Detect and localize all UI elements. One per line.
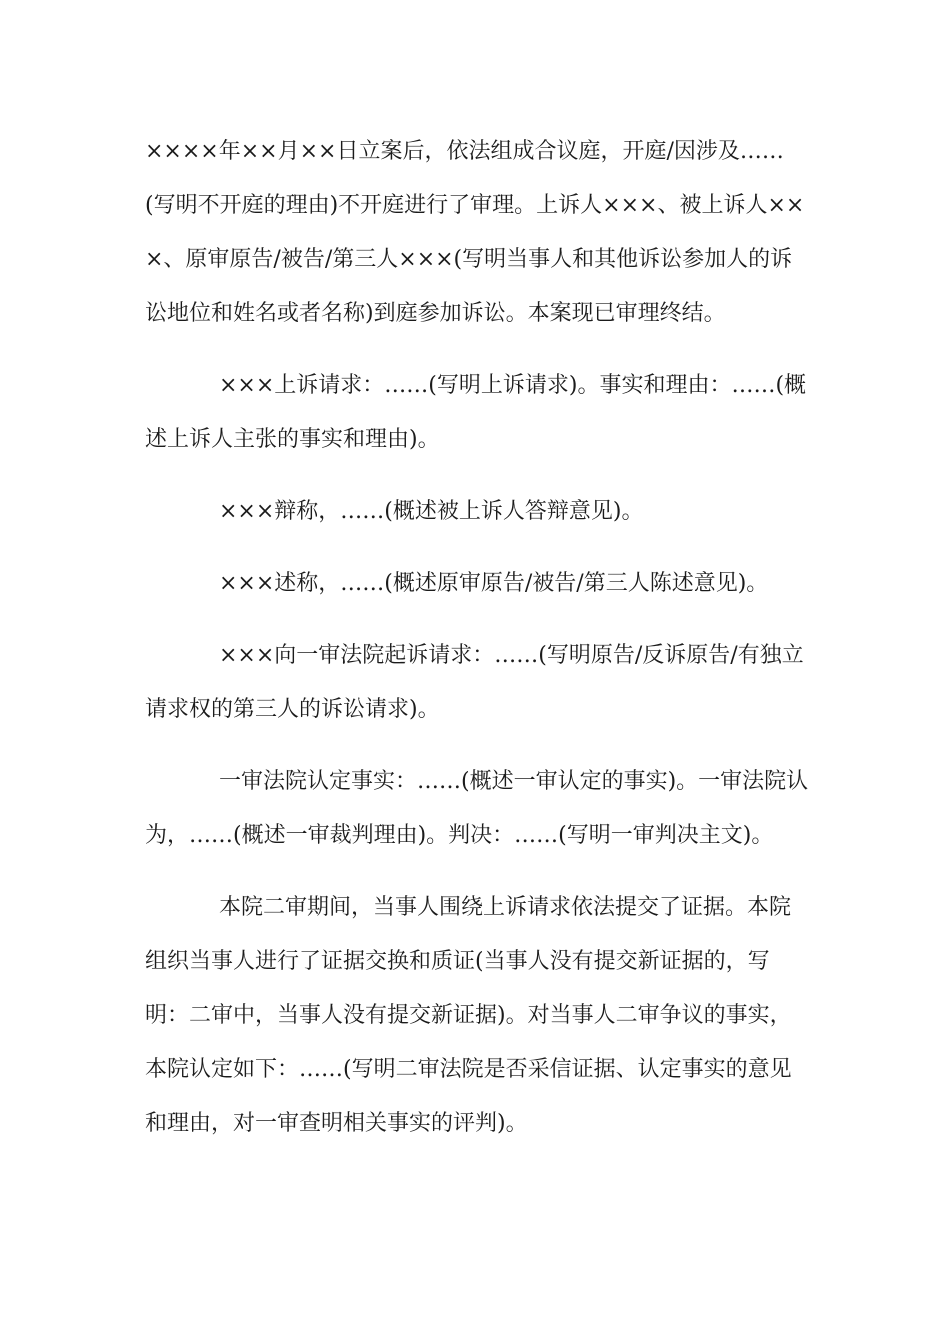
paragraph-original-party-statement: ×××述称，……(概述原审原告/被告/第三人陈述意见)。 bbox=[219, 571, 769, 596]
document-body bbox=[145, 125, 810, 1169]
paragraph-first-instance-findings: 一审法院认定事实：……(概述一审认定的事实)。一审法院认为，……(概述一审裁判理由)。判决：……(写明一审判决主文)。 bbox=[145, 769, 809, 848]
paragraph-first-instance-claims: ×××向一审法院起诉请求：……(写明原告/反诉原告/有独立请求权的第三人的诉讼请求)。 bbox=[145, 643, 804, 722]
paragraph-case-filing: ××××年××月××日立案后，依法组成合议庭，开庭/因涉及……(写明不开庭的理由)不开庭进行了审理。上诉人×××、被上诉人×××、原审原告/被告/第三人×××(写明当事人和其他诉讼参加人的诉讼地位和姓名或者名称)到庭参加诉讼。本案现已审理终结。 bbox=[145, 139, 805, 326]
paragraph-appellee-defense: ×××辩称，……(概述被上诉人答辩意见)。 bbox=[219, 499, 644, 524]
paragraph-second-instance-evidence: 本院二审期间，当事人围绕上诉请求依法提交了证据。本院组织当事人进行了证据交换和质证(当事人没有提交新证据的，写明：二审中，当事人没有提交新证据)。对当事人二审争议的事实，本院认定如下：……(写明二审法院是否采信证据、认定事实的意见和理由，对一审查明相关事实的评判)。 bbox=[145, 895, 792, 1136]
paragraph-appeal-request: ×××上诉请求：……(写明上诉请求)。事实和理由：……(概述上诉人主张的事实和理由)。 bbox=[145, 373, 807, 452]
